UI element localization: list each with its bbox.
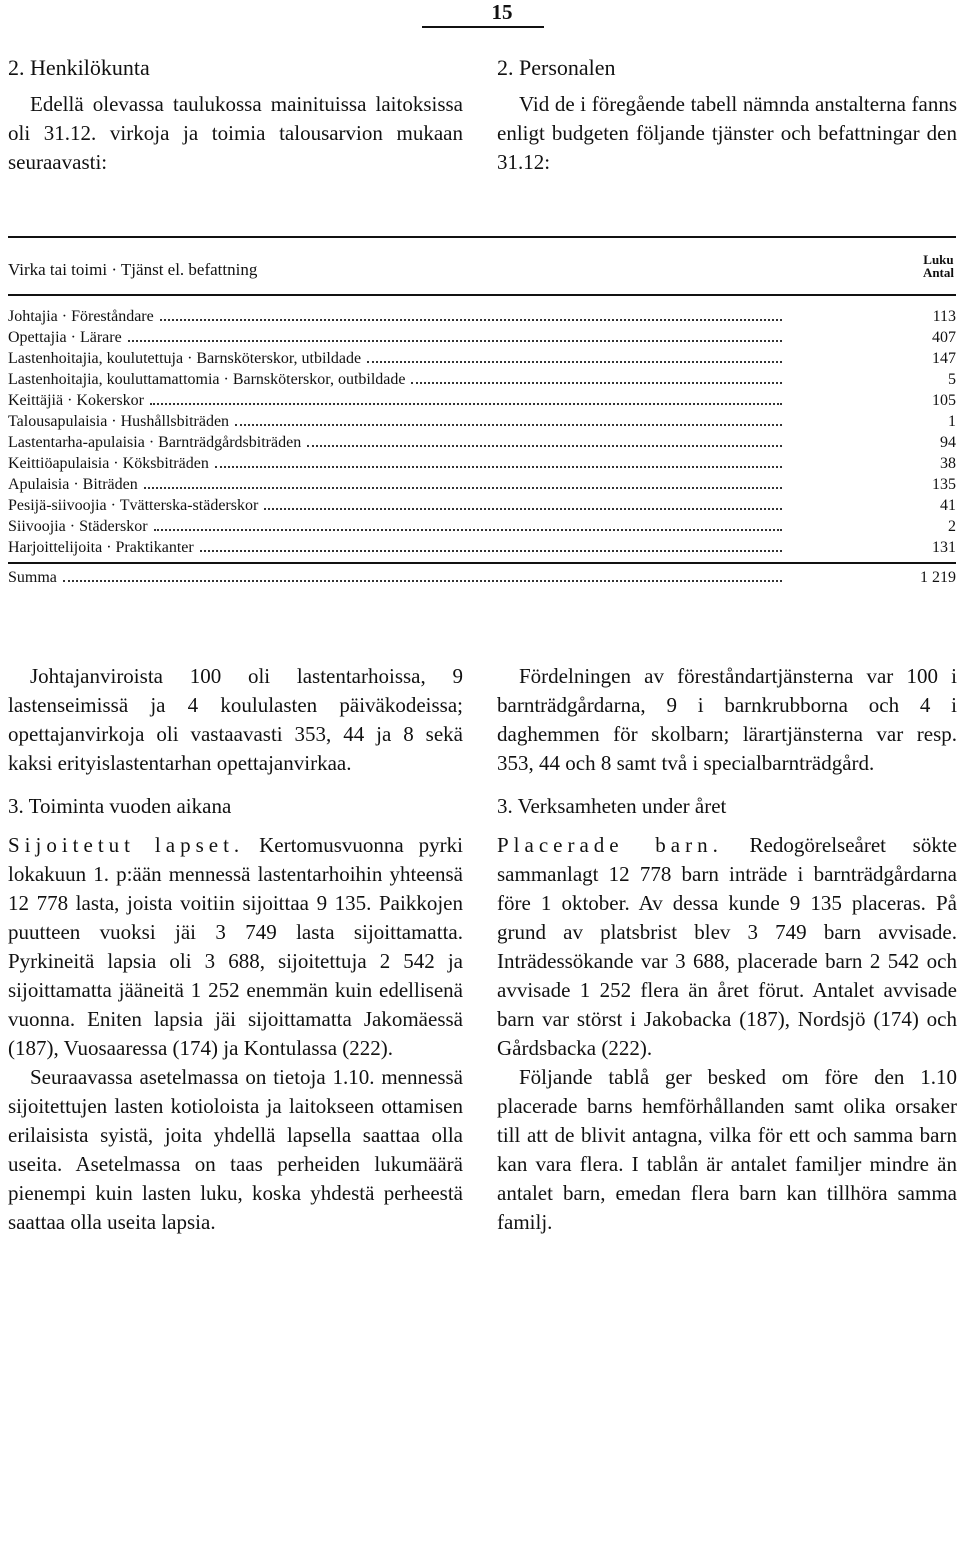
dot-leader: [63, 580, 782, 582]
row-label: Johtajia · Föreståndare: [8, 308, 154, 325]
dot-leader: [235, 424, 782, 426]
row-label: Keittiöapulaisia · Köksbiträden: [8, 455, 209, 472]
table-row: [8, 389, 956, 410]
paragraph-fi-3: Seuraavassa asetelmassa on tietoja 1.10. mennessä sijoitettujen lasten kotioloista ja laitokseen ottamisen erilaisista syistä, joita yhdellä lapsella saattaa olla useita. Asetelmassa on taas perheiden lukumäärä pienempi kuin lasten luku, koska yhdestä perheestä saattaa olla useita lapsia.: [8, 1065, 463, 1234]
row-label: Opettajia · Lärare: [8, 329, 122, 346]
paragraph-fi-1: Johtajanviroista 100 oli lastentarhoissa, 9 lastenseimissä ja 4 koululasten päiväkodeissa; opettajanvirkoja oli vastaavasti 353, 44 ja 8 sekä kaksi erityislastentarhan opettajanvirkaa.: [8, 664, 463, 775]
dot-leader: [367, 361, 782, 363]
table-header: [8, 238, 956, 294]
row-value: 135: [932, 476, 956, 493]
dot-leader: [411, 382, 782, 384]
paragraph-sv-1: Fördelningen av föreståndartjänsterna var 100 i barnträdgårdarna, 9 i barnkrubborna och 4 i daghemmen för skolbarn; lärartjänsterna var resp. 353, 44 och 8 samt två i specialbarnträdgård.: [497, 664, 957, 775]
section-heading-fi: 2. Henkilökunta: [8, 55, 150, 80]
table-row: [8, 347, 956, 368]
lead-placed-children-sv: Placerade barn.: [497, 833, 723, 857]
table-row: [8, 515, 956, 536]
row-value: 41: [940, 497, 956, 514]
table-row: [8, 368, 956, 389]
row-label: Keittäjiä · Kokerskor: [8, 392, 144, 409]
row-value: 147: [932, 350, 956, 367]
dot-leader: [150, 403, 782, 405]
total-label: Summa: [8, 569, 57, 586]
left-body: [8, 662, 463, 1237]
row-label: Talousapulaisia · Hushållsbiträden: [8, 413, 230, 430]
dot-leader: [154, 529, 782, 531]
table-row: [8, 431, 956, 452]
lead-placed-children-fi: Sijoitetut lapset.: [8, 833, 245, 857]
dot-leader: [144, 487, 782, 489]
dot-leader: [128, 340, 782, 342]
dot-leader: [215, 466, 782, 468]
row-value: 105: [932, 392, 956, 409]
row-value: 1: [948, 413, 956, 430]
column-header-count-sv: Antal: [922, 265, 954, 280]
intro-paragraph-fi: Edellä olevassa taulukossa mainituissa laitoksissa oli 31.12. virkoja ja toimia talousarvion mukaan seuraavasti:: [8, 92, 463, 174]
table-sum-rule: [8, 562, 956, 564]
row-label: Apulaisia · Biträden: [8, 476, 138, 493]
dot-leader: [264, 508, 782, 510]
dot-leader: [200, 550, 782, 552]
dot-leader: [160, 319, 782, 321]
row-value: 113: [932, 308, 956, 325]
row-value: 131: [932, 539, 956, 556]
page-number-rule: [422, 26, 544, 28]
column-header-count-fi: Luku: [923, 252, 954, 267]
intro-paragraph-sv: Vid de i föregående tabell nämnda anstalterna fanns enligt budgeten följande tjänster och befattningar den 31.12:: [497, 92, 957, 174]
paragraph-fi-2-text: Kertomusvuonna pyrki lokakuun 1. p:ään mennessä lastentarhoihin yhteensä 12 778 lasta, joista voitiin sijoittaa 9 135. Paikkojen puutteen vuoksi jäi 3 749 lasta sijoittamatta. Pyrkineitä lapsia oli 3 688, sijoitettuja 2 542 ja sijoittamatta jääneitä 1 252 enemmän kuin edellisenä vuonna. Eniten lapsia jäi sijoittamatta Jakomäessä (187), Vuosaaressa (174) ja Kontulassa (222).: [8, 833, 463, 1060]
paragraph-fi-2: [8, 831, 463, 1063]
row-value: 38: [940, 455, 956, 472]
page-number: 15: [491, 0, 513, 24]
row-label: Harjoittelijoita · Praktikanter: [8, 539, 194, 556]
paragraph-sv-3: Följande tablå ger besked om före den 1.10 placerade barns hemförhållanden samt olika orsaker till att de blivit antagna, vilka för ett och samma barn kan vara flera. I tablån är antalet familjer mindre än antalet barn, emedan flera barn kan tillhöra samma familj.: [497, 1065, 957, 1234]
section-heading-activity-sv: 3. Verksamheten under året: [497, 794, 727, 818]
row-value: 5: [948, 371, 956, 388]
row-label: Pesijä-siivoojia · Tvätterska-städerskor: [8, 497, 259, 514]
total-value: 1 219: [920, 569, 956, 586]
left-intro: [8, 53, 463, 177]
table-total-row: [8, 566, 956, 587]
table-row: [8, 326, 956, 347]
table-body: [8, 296, 956, 587]
staff-table: [8, 236, 956, 587]
table-row: [8, 305, 956, 326]
section-heading-activity-fi: 3. Toiminta vuoden aikana: [8, 794, 232, 818]
table-row: [8, 452, 956, 473]
row-label: Lastenhoitajia, koulutettuja · Barnsköterskor, utbildade: [8, 350, 362, 367]
dot-leader: [307, 445, 782, 447]
paragraph-sv-2-text: Redogörelseåret sökte sammanlagt 12 778 barn inträde i barnträdgårdarna före 1 oktober. Av dessa kunde 9 135 placeras. På grund av platsbrist blev 3 749 barn avvisade. Inträdessökande var 3 688, placerade barn 2 542 och avvisade 1 252 flera än året förut. Antalet avvisade barn var störst i Jakobacka (187), Nordsjö (174) och Gårdsbacka (222).: [497, 833, 957, 1060]
paragraph-sv-2: [497, 831, 957, 1063]
row-label: Lastenhoitajia, kouluttamattomia · Barnsköterskor, outbildade: [8, 371, 406, 388]
right-intro: [497, 53, 957, 177]
column-header-count: [923, 253, 954, 279]
column-header-position: Virka tai toimi · Tjänst el. befattning: [8, 260, 258, 279]
table-row: [8, 410, 956, 431]
row-label: Siivoojia · Städerskor: [8, 518, 148, 535]
table-row: [8, 473, 956, 494]
table-row: [8, 494, 956, 515]
row-value: 407: [932, 329, 956, 346]
right-body: [497, 662, 957, 1237]
row-label: Lastentarha-apulaisia · Barnträdgårdsbiträden: [8, 434, 302, 451]
row-value: 2: [948, 518, 956, 535]
row-value: 94: [940, 434, 956, 451]
section-heading-sv: 2. Personalen: [497, 55, 616, 80]
table-row: [8, 536, 956, 557]
